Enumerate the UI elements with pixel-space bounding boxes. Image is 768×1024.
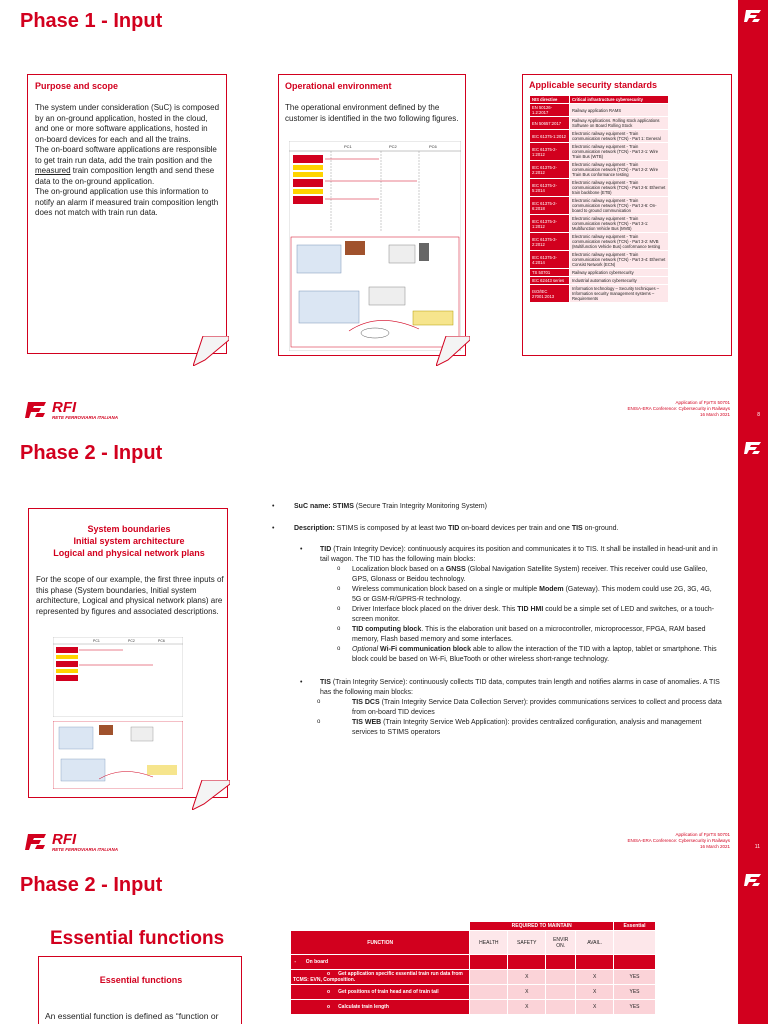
table-cell: YES — [614, 1000, 656, 1015]
table-row — [530, 130, 669, 143]
sub-list-item: o Driver Interface block placed on the driver desk. This TID HMI could be a simple set of LED and switches, or a touch-screen monitor. — [272, 605, 722, 624]
table-cell: Electronic railway equipment - Train communication network (TCN) - Part 3-2: MVB (Multifunction Vehicle Bus) conformance testing — [570, 233, 669, 251]
operational-diagram — [289, 141, 461, 351]
diagram-col-label: PC1 — [344, 144, 352, 149]
card-title: Applicable security standards — [529, 80, 658, 90]
page-number: 8 — [757, 412, 760, 418]
logo-subtext: RETE FERROVIARIA ITALIANA — [52, 415, 118, 420]
table-row — [530, 269, 669, 277]
table-cell: Electronic railway equipment - Train communication network (TCN) - Part 2-5: Ethernet train backbone (ETB) — [570, 179, 669, 197]
table-cell: IEC 61375-3-2:2012 — [530, 233, 570, 251]
table-cell: IEC 61375-1:2012 — [530, 130, 570, 143]
brand-side-bar — [738, 864, 768, 1024]
table-row — [530, 251, 669, 269]
table-row — [530, 117, 669, 130]
card-title — [29, 523, 229, 559]
table-cell: YES — [614, 985, 656, 1000]
table-cell — [576, 955, 614, 970]
table-cell: Electronic railway equipment - Train communication network (TCN) - Part 3-4: Ethernet Consist Network (ECN) — [570, 251, 669, 269]
sub-list-item: o TIS DCS (Train Integrity Service Data Collection Server): provides communications services to collect and process data from on-board TID devices — [272, 698, 722, 717]
footer-line: 16 March 2021 — [699, 844, 730, 849]
table-cell — [546, 1000, 576, 1015]
table-section-row — [291, 955, 656, 970]
table-cell: Information technology – Security techniques – Information security management systems – Requirements — [570, 285, 669, 303]
page-fold-icon — [436, 336, 470, 366]
table-row — [530, 104, 669, 117]
purpose-card — [27, 74, 227, 354]
section-heading: Essential functions — [50, 928, 225, 949]
page-title: Phase 2 - Input — [20, 442, 163, 464]
table-cell — [614, 931, 656, 955]
table-row — [291, 985, 656, 1000]
table-header-cell: FUNCTION — [291, 931, 470, 955]
fs-logo-icon — [24, 832, 48, 852]
footer-line: Application of FprTS 50701 — [675, 400, 730, 405]
sub-list-item: o TID computing block. This is the elaboration unit based on a microcontroller, microprocessor, FPGA, RAM based memory, Flash based memory and some interfaces. — [272, 625, 722, 644]
rfi-logo — [24, 400, 118, 420]
card-text: An essential function is defined as “function or — [45, 1011, 219, 1021]
brand-side-bar — [738, 432, 768, 864]
sub-list-item: o Localization block based on a GNSS (Global Navigation Satellite System) receiver. This receiver could use Galileo, GPS, Glonass or Beidou technology. — [272, 565, 722, 584]
network-thumbnail — [53, 721, 183, 789]
table-cell — [546, 985, 576, 1000]
table-header-cell: Critical infrastructure cybersecurity — [570, 96, 669, 104]
table-cell — [470, 970, 508, 985]
table-cell: o Calculate train length — [291, 1000, 470, 1015]
table-cell — [508, 955, 546, 970]
table-cell: IEC 61375-3-4:2014 — [530, 251, 570, 269]
list-item: • TIS (Train Integrity Service): continuously collects TID data, computes train length and notifies alarms in case of anomalies. A TIS has the following main blocks: — [272, 678, 722, 697]
table-cell — [546, 955, 576, 970]
sub-list-item: o Wireless communication block based on a single or multiple Modem (Gateway). This modem could use 2G, 3G, 4G, 5G or GSM-R/GPRS-R technology. — [272, 585, 722, 604]
table-row — [530, 285, 669, 303]
table-cell: Electronic railway equipment - Train communication network (TCN) - Part 1: General — [570, 130, 669, 143]
table-row — [291, 1000, 656, 1015]
essential-functions-card — [38, 956, 242, 1024]
table-cell: IEC 61375-2-2:2012 — [530, 161, 570, 179]
table-cell — [614, 955, 656, 970]
card-title: Essential functions — [99, 975, 183, 985]
table-cell: Electronic railway equipment - Train communication network (TCN) - Part 2-2: Wire Train Bus conformance testing — [570, 161, 669, 179]
table-cell: X — [576, 985, 614, 1000]
table-cell: o Get application specific essential train run data from TCMS: EVN, Composition. — [291, 970, 470, 985]
fs-logo-icon — [743, 8, 763, 24]
rfi-logo — [24, 832, 118, 852]
table-cell: Electronic railway equipment - Train communication network (TCN) - Part 3-1: Multifunction Vehicle Bus (MVB) — [570, 215, 669, 233]
table-row — [530, 233, 669, 251]
page-number: 11 — [754, 844, 760, 850]
table-cell: IEC 61375-2-1:2012 — [530, 143, 570, 161]
table-cell: IEC 61375-2-5:2014 — [530, 179, 570, 197]
logo-text: RFI — [52, 399, 77, 416]
table-section-cell: - On board — [291, 955, 470, 970]
table-row — [530, 161, 669, 179]
table-cell: Industrial automation cybersecurity — [570, 277, 669, 285]
standards-table-wrap — [529, 95, 669, 303]
fs-logo-icon — [743, 440, 763, 456]
slide-phase2 — [0, 432, 768, 864]
table-row — [530, 215, 669, 233]
paragraph: The on-board software applications are responsible to get train run data, add the train position and the measured train composition length and send these data to the on-ground application. — [35, 145, 217, 186]
table-header-row — [530, 96, 669, 104]
footer-line: ENISA-ERA Conference: Cybersecurity in Railways — [627, 838, 730, 843]
sub-list-item: o TIS WEB (Train Integrity Service Web Application): provides centralized configuration, analysis and management services to STIMS operators — [272, 718, 722, 737]
architecture-thumbnail — [53, 637, 183, 717]
logo-subtext: RETE FERROVIARIA ITALIANA — [52, 847, 118, 852]
card-title-line: System boundaries — [87, 524, 171, 534]
list-item: • TID (Train Integrity Device): continuously acquires its position and communicates it to TIS. It shall be installed in head-unit and in tail wagon. The TID has the following main blocks: — [272, 545, 722, 564]
table-row — [530, 277, 669, 285]
diagram-col-label: PC2 — [128, 639, 135, 643]
paragraph: The system under consideration (SuC) is composed by an on-ground application, hosted in the cloud, and one or more software applications, hosted in on-board devices for each and all the trains. — [35, 103, 220, 144]
table-row — [530, 197, 669, 215]
card-title: Operational environment — [285, 81, 392, 91]
logo-text: RFI — [52, 831, 77, 848]
footer-line: ENISA-ERA Conference: Cybersecurity in Railways — [627, 406, 730, 411]
table-cell: IEC 62443 series — [530, 277, 570, 285]
table-cell: X — [576, 970, 614, 985]
standards-card — [522, 74, 732, 356]
table-cell: X — [576, 1000, 614, 1015]
table-cell: IEC 61375-3-1:2012 — [530, 215, 570, 233]
list-item: • SuC name: STIMS (Secure Train Integrity Monitoring System) — [272, 502, 722, 512]
brand-side-bar — [738, 0, 768, 432]
paragraph: The on-ground application use this information to notify an alarm if measured train composition length does not match with train run data. — [35, 187, 219, 217]
page-title: Phase 1 - Input — [20, 10, 163, 32]
sub-list-item: o Optional Wi-Fi communication block able to allow the interaction of the TID with a laptop, tablet or smartphone. This block could be based on Wi-Fi, BlueTooth or other wireless short-range technology. — [272, 645, 722, 664]
table-cell — [291, 922, 470, 931]
essential-functions-table — [290, 921, 656, 1015]
table-cell — [470, 1000, 508, 1015]
page-fold-icon — [193, 336, 229, 366]
card-title-line: Logical and physical network plans — [53, 548, 205, 558]
diagram-col-label: PC6 — [429, 144, 437, 149]
standards-table — [529, 95, 669, 303]
table-cell: X — [508, 1000, 546, 1015]
table-header-cell: REQUIRED TO MAINTAIN — [470, 922, 614, 931]
table-header-cell: ENVIR ON. — [546, 931, 576, 955]
system-boundaries-card — [28, 508, 228, 798]
table-header-cell: Essential — [614, 922, 656, 931]
table-row — [291, 970, 656, 985]
diagram-col-label: PC6 — [158, 639, 165, 643]
table-cell: TS 50701 — [530, 269, 570, 277]
table-cell: Electronic railway equipment - Train communication network (TCN) - Part 2-6: On-board to ground communication — [570, 197, 669, 215]
table-cell — [546, 970, 576, 985]
table-header-row — [291, 931, 656, 955]
diagram-col-label: PC1 — [93, 639, 100, 643]
card-title-line: Initial system architecture — [73, 536, 185, 546]
table-header-row — [291, 922, 656, 931]
table-cell: Railway application RAMS — [570, 104, 669, 117]
table-header-cell: SAFETY — [508, 931, 546, 955]
slide-essential-functions — [0, 864, 768, 1024]
description-list — [272, 502, 722, 737]
table-cell — [470, 985, 508, 1000]
table-cell: YES — [614, 970, 656, 985]
list-item: • Description: STIMS is composed by at least two TID on-board devices per train and one TIS on-ground. — [272, 524, 722, 534]
table-cell: X — [508, 970, 546, 985]
table-row — [530, 143, 669, 161]
slide-phase1 — [0, 0, 768, 432]
page-fold-icon — [192, 780, 230, 810]
table-cell: X — [508, 985, 546, 1000]
table-cell: IEC 61375-2-6:2018 — [530, 197, 570, 215]
card-text: For the scope of our example, the first three inputs of this phase (System boundaries, Initial system architecture, Logical and physical network plans) are represented by figures and associated descriptions. — [36, 575, 224, 616]
page-title: Phase 2 - Input — [20, 874, 163, 896]
fs-logo-icon — [24, 400, 48, 420]
footer-line: 16 March 2021 — [699, 412, 730, 417]
footer-info — [627, 832, 730, 850]
table-cell: EN 50657:2017 — [530, 117, 570, 130]
footer-info — [627, 400, 730, 418]
table-cell: ISO/IEC 27001:2013 — [530, 285, 570, 303]
table-cell — [470, 955, 508, 970]
footer-line: Application of FprTS 50701 — [675, 832, 730, 837]
table-row — [530, 179, 669, 197]
table-cell: EN 50126-1.2:2017 — [530, 104, 570, 117]
card-text — [35, 103, 221, 219]
fs-logo-icon — [743, 872, 763, 888]
table-cell: Electronic railway equipment - Train communication network (TCN) - Part 2-1: Wire Train Bus (WTB) — [570, 143, 669, 161]
card-title: Purpose and scope — [35, 81, 119, 91]
table-header-cell: NIS directive — [530, 96, 570, 104]
table-cell: Railway application cybersecurity — [570, 269, 669, 277]
diagram-col-label: PC2 — [389, 144, 397, 149]
table-header-cell: AVAIL. — [576, 931, 614, 955]
table-cell: Railway Applications. Rolling stock applications Software on Board Rolling Stock — [570, 117, 669, 130]
table-cell: o Get positions of train head and of train tail — [291, 985, 470, 1000]
operational-card — [278, 74, 466, 356]
card-text: The operational environment defined by the customer is identified in the two following figures. — [285, 103, 459, 123]
table-header-cell: HEALTH — [470, 931, 508, 955]
